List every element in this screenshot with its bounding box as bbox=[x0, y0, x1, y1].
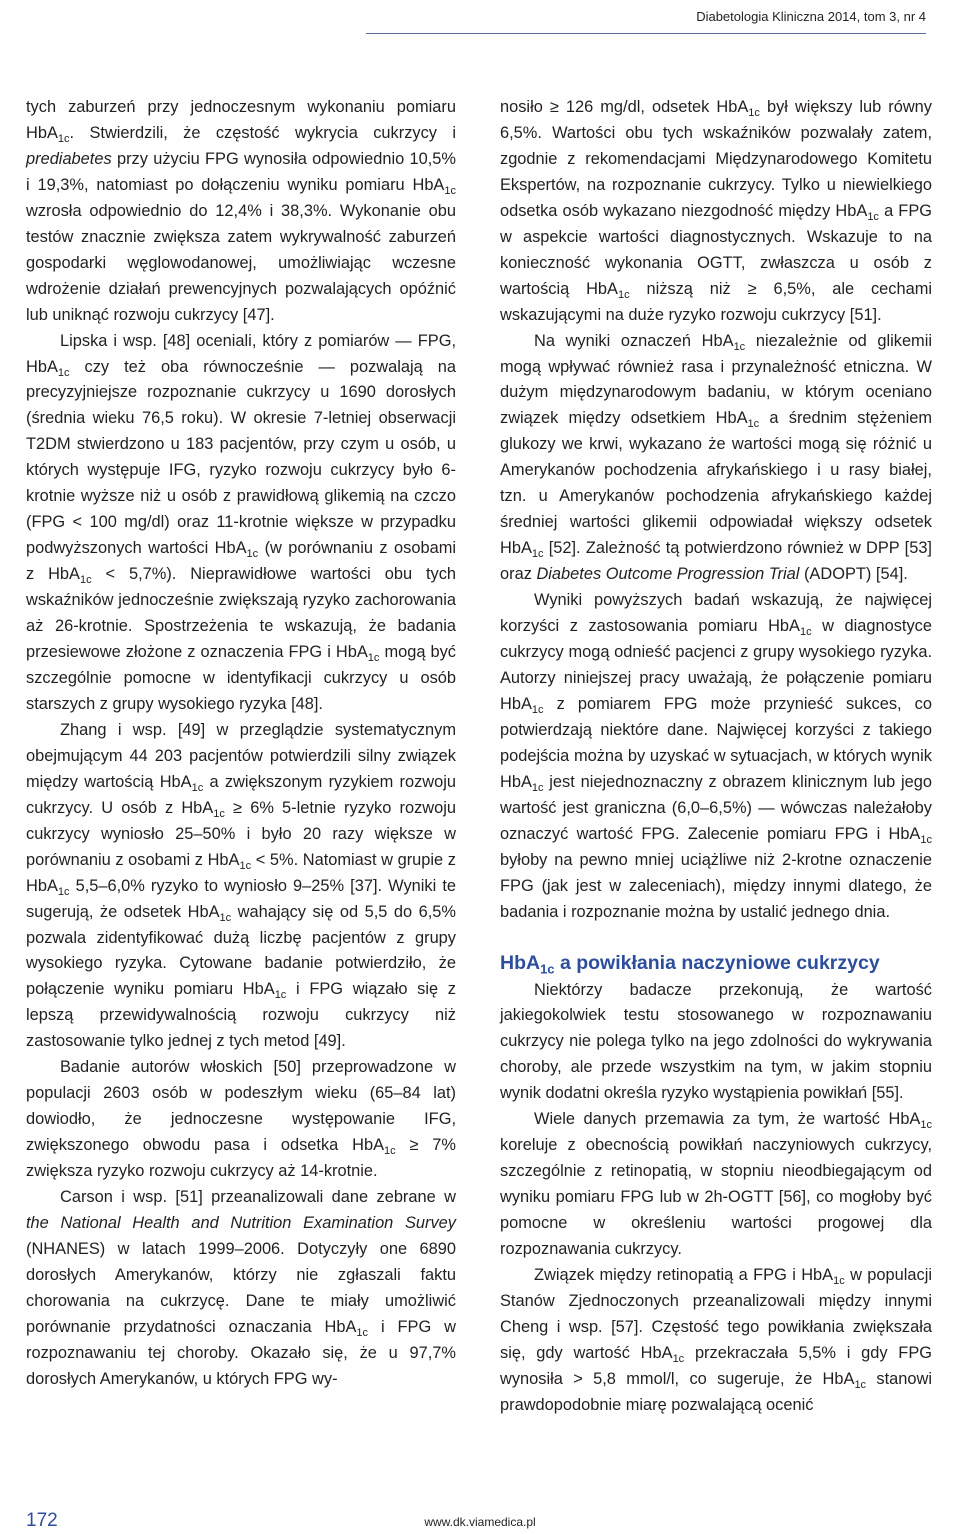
right-column bbox=[500, 95, 932, 1419]
paragraph: nosiło ≥ 126 mg/dl, odsetek HbA$_{1c}$ był większy lub równy 6,5%. Wartości obu tych wskaźników pozwalały zatem, zgodnie z rekomendacjami Międzynarodowego Komitetu Ekspertów, na rozpoznanie cukrzycy. Tylko u niewielkiego odsetka osób wykazano niezgodność między HbA$_{1c}$ a FPG w aspekcie wartości diagnostycznych. Wskazuje to na konieczność wykonania OGTT, zwłaszcza u osób z wartością HbA$_{1c}$ niższą niż ≥ 6,5%, ale cechami wskazującymi na duże ryzyko rozwoju cukrzycy [51]. bbox=[500, 98, 932, 324]
paragraph: Niektórzy badacze przekonują, że wartość jakiegokolwiek testu stosowanego w rozpoznawaniu cukrzycy nie polega tylko na jego zdolności do wykrywania choroby, ale przede wszystkim na tym, w jakim stopniu wynik dodatni określa ryzyko wystąpienia powikłań [55]. bbox=[500, 980, 932, 1103]
paragraph: Wyniki powyższych badań wskazują, że najwięcej korzyści z zastosowania pomiaru HbA$_{1c}$ w diagnostyce cukrzycy mogą odnieść pacjenci z grupy wysokiego ryzyka. Autorzy niniejszej pracy uważają, że połączenie pomiaru HbA$_{1c}$ z pomiarem FPG może przynieść sukces, co potwierdzają niektóre dane. Najwięcej korzyści z takiego podejścia można by uzyskać w sytuacjach, w których wynik HbA$_{1c}$ jest niejednoznaczny z obrazem klinicznym lub jego wartość jest graniczna (6,0–6,5%) — wówczas należałoby oznaczyć wartość FPG. Zalecenie pomiaru FPG i HbA$_{1c}$ byłoby na pewno mniej uciążliwe niż 2-krotne oznaczenie FPG (jak jest w zaleceniach), między innymi dlatego, że badania i rozpoznanie można by ustalić jednego dnia. bbox=[500, 591, 932, 921]
section-heading: HbA$_{1c}$ a powikłania naczyniowe cukrzycy bbox=[500, 951, 880, 977]
paragraph: Na wyniki oznaczeń HbA$_{1c}$ niezależnie od glikemii mogą wpływać również rasa i przynależność etniczna. W dużym międzynarodowym badaniu, w którym oceniano związek między odsetkiem HbA$_{1c}$ a średnim stężeniem glukozy we krwi, wykazano że wartości mogą się różnić u Amerykanów pochodzenia afrykańskiego i u rasy białej, tzn. u Amerykanów pochodzenia afrykańskiego każdej średniej wartości glikemii odpowiadał większy odsetek HbA$_{1c}$ [52]. Zależność tą potwierdzono również w DPP [53] oraz Diabetes Outcome Progression Trial (ADOPT) [54]. bbox=[500, 331, 932, 584]
paragraph: Zhang i wsp. [49] w przeglądzie systematycznym obejmującym 44 203 pacjentów potwierdzili silny związek między wartością HbA$_{1c}$ a zwiększonym ryzykiem rozwoju cukrzycy. U osób z HbA$_{1c}$ ≥ 6% 5-letnie ryzyko rozwoju cukrzycy wyniosło 25–50% i było 20 razy większe w porównaniu z osobami z HbA$_{1c}$ < 5%. Natomiast w grupie z HbA$_{1c}$ 5,5–6,0% ryzyko to wyniosło 9–25% [37]. Wyniki te sugerują, że odsetek HbA$_{1c}$ wahający się od 5,5 do 6,5% pozwala zidentyfikować dużą liczbę pacjentów z grupy wysokiego ryzyka. Cytowane badanie potwierdziło, że połączenie wyniku pomiaru HbA$_{1c}$ i FPG wiązało się z lepszą przewidywalnością rozwoju cukrzycy niż zastosowanie tylko jednej z tych metod [49]. bbox=[26, 720, 456, 1051]
paragraph: Carson i wsp. [51] przeanalizowali dane zebrane w the National Health and Nutrition Examination Survey (NHANES) w latach 1999–2006. Dotyczyły one 6890 dorosłych Amerykanów, którzy nie zgłaszali faktu chorowania na cukrzycę. Dane te miały umożliwić porównanie przydatności oznaczania HbA$_{1c}$ i FPG w rozpoznawaniu tej choroby. Okazało się, że u 97,7% dorosłych Amerykanów, u których FPG wy- bbox=[26, 1188, 456, 1388]
footer-url[interactable]: www.dk.viamedica.pl bbox=[424, 1515, 536, 1529]
page-number: 172 bbox=[26, 1510, 58, 1531]
running-head bbox=[366, 0, 926, 34]
paragraph: Związek między retinopatią a FPG i HbA$_{1c}$ w populacji Stanów Zjednoczonych przeanalizowali między innymi Cheng i wsp. [57]. Częstość tego powikłania zwiększała się, gdy wartość HbA$_{1c}$ przekraczała 5,5% i gdy FPG wynosiła > 5,8 mmol/l, co sugeruje, że HbA$_{1c}$ stanowi prawdopodobnie miarę pozwalającą ocenić bbox=[500, 1265, 933, 1414]
paragraph: Lipska i wsp. [48] oceniali, który z pomiarów — FPG, HbA$_{1c}$ czy też oba równocześnie — pozwalają na precyzyjniejsze rozpoznanie cukrzycy u 1690 dorosłych (średnia wieku 76,5 roku). W okresie 7-letniej obserwacji T2DM stwierdzono u 183 pacjentów, przy czym u osób, u których występuje IFG, ryzyko rozwoju cukrzycy było 6-krotnie wyższe niż u osób z prawidłową glikemią na czczo (FPG < 100 mg/dl) oraz 11-krotnie większe w przypadku podwyższonych wartości HbA$_{1c}$ (w porównaniu z osobami z HbA$_{1c}$ < 5,7%). Nieprawidłowe wartości obu tych wskaźników jednocześnie zwiększają ryzyko zachorowania aż 26-krotnie. Spostrzeżenia te wskazują, że badania przesiewowe złożone z oznaczenia FPG i HbA$_{1c}$ mogą być szczególnie pomocne w identyfikacji cukrzycy u osób starszych z grupy wysokiego ryzyka [48]. bbox=[26, 331, 457, 713]
paragraph: Badanie autorów włoskich [50] przeprowadzone w populacji 2603 osób w podeszłym wieku (65–84 lat) dowiodło, że jednoczesne występowanie IFG, zwiększonego obwodu pasa i odsetka HbA$_{1c}$ ≥ 7% zwiększa ryzyko rozwoju cukrzycy aż 14-krotnie. bbox=[26, 1058, 456, 1181]
journal-title: Diabetologia Kliniczna 2014, tom 3, nr 4 bbox=[696, 9, 926, 24]
left-column bbox=[26, 95, 456, 1393]
paragraph: Wiele danych przemawia za tym, że wartość HbA$_{1c}$ koreluje z obecnością powikłań naczyniowych cukrzycy, szczególnie z retinopatią, w stopniu nieodbiegającym od wyniku pomiaru FPG lub w 2h-OGTT [56], co mogłoby być pomocne w określeniu wartości progowej dla rozpoznawania cukrzycy. bbox=[500, 1110, 932, 1259]
paragraph: tych zaburzeń przy jednoczesnym wykonaniu pomiaru HbA$_{1c}$. Stwierdzili, że częstość wykrycia cukrzycy i prediabetes przy użyciu FPG wynosiła odpowiednio 10,5% i 19,3%, natomiast po dołączeniu wyniku pomiaru HbA$_{1c}$ wzrosła odpowiednio do 12,4% i 38,3%. Wykonanie obu testów znacznie zwiększa zatem wykrywalność zaburzeń gospodarki węglowodanowej, umożliwiając wczesne wdrożenie działań prewencyjnych pozwalających opóźnić lub uniknąć rozwoju cukrzycy [47]. bbox=[26, 98, 456, 324]
